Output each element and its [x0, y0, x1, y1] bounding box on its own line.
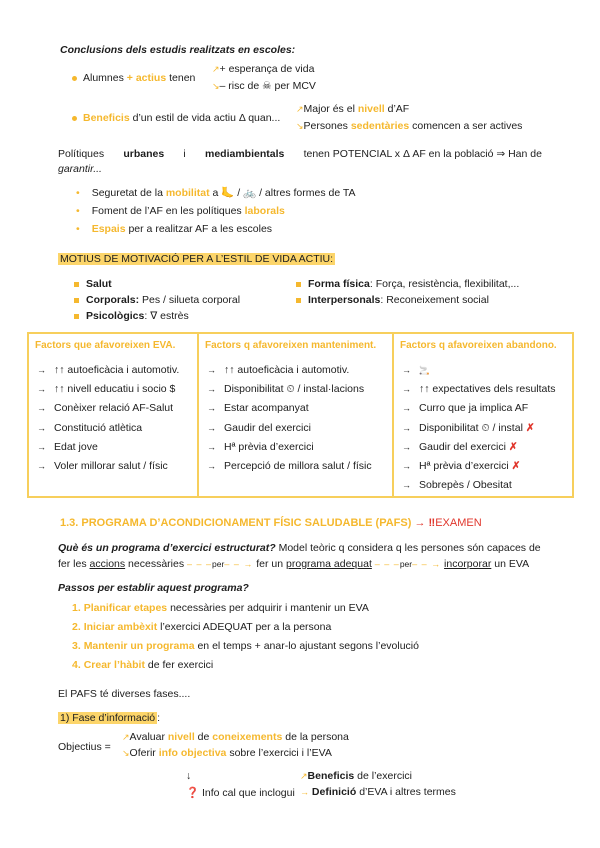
arrow-right-icon: →	[402, 480, 411, 491]
cross-icon: ✗	[525, 421, 535, 434]
bullet-icon	[74, 314, 79, 319]
conclusions-item-1-up: ↗+ esperança de vida	[212, 63, 315, 75]
objectius-up: ↗Avaluar nivell de coneixements de la persona	[122, 731, 349, 743]
bullet-icon	[72, 76, 77, 81]
motius-right-item: Interpersonals: Reconeixement social	[296, 294, 489, 306]
cross-icon: ✗	[508, 440, 518, 453]
info-include-1: ↗Beneficis de l’exercici	[300, 770, 413, 782]
arrow-right-icon: →	[207, 460, 216, 471]
factors-manteniment-title: Factors q afavoreixen manteniment.	[205, 340, 377, 351]
cross-icon: ✗	[511, 459, 521, 472]
conclusions-item-1-down: ↘– risc de ☠ per MCV	[212, 80, 316, 92]
bullet-icon	[296, 282, 301, 287]
arrow-down-right-icon: ↘	[122, 748, 130, 758]
arrow-right-icon: →	[402, 422, 411, 433]
conclusions-item-2-down: ↘Persones sedentàries comencen a ser actives	[296, 120, 523, 132]
list-item: → Sobrepès / Obesitat	[402, 479, 512, 492]
motius-left-item: Salut	[74, 278, 112, 290]
list-item: → Disponibilitat ⏲ / instal ✗	[402, 421, 535, 434]
arrow-right-icon: →	[207, 422, 216, 433]
list-item: → ↑↑ nivell educatiu i socio $	[37, 383, 176, 396]
arrow-right-icon: →	[402, 384, 411, 395]
list-item: → Estar acompanyat	[207, 402, 309, 415]
factors-eva-box	[27, 332, 199, 498]
conclusions-heading: Conclusions dels estudis realitzats en escoles:	[60, 44, 296, 56]
list-item: → Curro que ja implica AF	[402, 402, 529, 415]
politiques-item: • Seguretat de la mobilitat a 🦶 / 🚲 / altres formes de TA	[76, 187, 356, 199]
list-item: → Percepció de millora salut / físic	[207, 459, 372, 472]
politiques-line-2: garantir...	[58, 163, 102, 175]
dashed-arrow-icon: – – →	[224, 559, 254, 569]
politiques-item: • Espais per a realitzar AF a les escoles	[76, 223, 273, 235]
list-item: → Voler millorar salut / físic	[37, 459, 168, 472]
factors-abandono-box	[392, 332, 574, 498]
factors-abandono-list	[402, 364, 556, 498]
arrow-right-icon: →	[300, 787, 309, 797]
arrow-down-right-icon: ↘	[296, 121, 304, 131]
list-item: → Gaudir del exercici ✗	[402, 440, 518, 453]
objectius-label: Objectius =	[58, 741, 111, 753]
factors-abandono-title: Factors q afavoreixen abandono.	[400, 340, 557, 351]
bullet-icon	[74, 282, 79, 287]
list-item: → Edat jove	[37, 440, 98, 453]
pafs-heading: 1.3. PROGRAMA D’ACONDICIONAMENT FÍSIC SALUDABLE (PAFS) → ‼EXAMEN	[60, 517, 482, 529]
arrow-down-icon: ↓	[186, 770, 192, 782]
bullet-icon	[72, 116, 77, 121]
fase-1-heading: 1) Fase d’informació :	[60, 712, 161, 724]
pafs-step: 2. Iniciar ambèxit l’exercici ADEQUAT per a la persona	[72, 621, 332, 633]
list-item: → Disponibilitat ⏲ / instal·lacions	[207, 383, 365, 396]
list-item: → Gaudir del exercici	[207, 421, 311, 434]
list-item	[402, 364, 556, 383]
pafs-step: 1. Planificar etapes necessàries per adquirir i mantenir un EVA	[72, 602, 369, 614]
pafs-q1-line-2: fer les accions necessàries – – –per– – → fer un programa adequat – – –per– – → incorporar un EVA	[58, 558, 530, 570]
arrow-right-icon: →	[207, 384, 216, 395]
factors-eva-list	[37, 364, 179, 479]
pafs-step: 4. Crear l’hàbit de fer exercici	[72, 659, 214, 671]
conclusions-item-2: Beneficis d’un estil de vida actiu Δ quan...	[72, 112, 280, 124]
list-item: → ↑↑ autoeficàcia i automotiv.	[37, 364, 180, 376]
arrow-right-icon: →	[37, 441, 46, 452]
conclusions-item-2-up: ↗Major és el nivell d’AF	[296, 103, 410, 115]
dashed-arrow-icon: – – –	[374, 559, 400, 569]
factors-eva-title: Factors que afavoreixen EVA.	[35, 340, 176, 351]
arrow-right-icon: →	[402, 365, 411, 375]
arrow-right-icon: →	[37, 460, 46, 471]
pafs-step: 3. Mantenir un programa en el temps + anar-lo ajustant segons l’evolució	[72, 640, 419, 652]
bullet-icon: •	[76, 187, 80, 199]
arrow-right-icon: →	[402, 441, 411, 452]
arrow-down-right-icon: ↘	[212, 81, 220, 91]
arrow-right-icon: →	[402, 403, 411, 414]
arrow-right-icon: →	[207, 441, 216, 452]
arrow-right-icon: →	[414, 517, 426, 529]
info-line: ❓ Info cal que inclogui	[186, 787, 295, 799]
list-item: → Hª prèvia d’exercici ✗	[402, 459, 521, 472]
pafs-q2: Passos per establir aquest programa?	[58, 582, 249, 594]
list-item: → Hª prèvia d’exercici	[207, 440, 314, 453]
bullet-icon: •	[76, 223, 80, 235]
pafs-fases: El PAFS té diverses fases....	[58, 688, 191, 700]
motius-left-item: Psicològics: ∇ estrès	[74, 310, 189, 322]
arrow-right-icon: →	[37, 365, 46, 375]
motius-left-item: Corporals: Pes / silueta corporal	[74, 294, 240, 306]
arrow-right-icon: →	[207, 403, 216, 414]
dashed-arrow-icon: – – →	[412, 559, 442, 569]
arrow-right-icon: →	[37, 403, 46, 414]
bullet-icon	[74, 298, 79, 303]
smoking-icon: 🚬	[419, 365, 430, 375]
info-include-2: → Definició d’EVA i altres termes	[300, 786, 456, 798]
pafs-q1-line: Què és un programa d’exercici estructurat? Model teòric q considera q les persones són capaces de	[58, 542, 541, 554]
factors-manteniment-list	[207, 364, 372, 479]
conclusions-item-1: Alumnes + actius tenen	[72, 72, 195, 84]
arrow-right-icon: →	[207, 365, 216, 375]
list-item: → Constitució atlètica	[37, 421, 143, 434]
dashed-arrow-icon: – – –	[187, 559, 213, 569]
motius-right-item: Forma física: Força, resistència, flexibilitat,...	[296, 278, 519, 290]
arrow-up-right-icon: ↗	[296, 104, 304, 114]
motius-heading: MOTIUS DE MOTIVACIÓ PER A L’ESTIL DE VIDA ACTIU:	[60, 253, 334, 265]
arrow-right-icon: →	[37, 422, 46, 433]
politiques-item: • Foment de l’AF en les polítiques laborals	[76, 205, 285, 217]
list-item: → ↑↑ expectatives dels resultats	[402, 383, 556, 396]
arrow-up-right-icon: ↗	[212, 64, 220, 74]
bullet-icon: •	[76, 205, 80, 217]
arrow-right-icon: →	[402, 460, 411, 471]
list-item: → ↑↑ autoeficàcia i automotiv.	[207, 364, 350, 376]
politiques-line: Polítiques urbanes i mediambientals tenen POTENCIAL x Δ AF en la població ⇒ Han de	[58, 148, 542, 160]
arrow-right-icon: →	[37, 384, 46, 395]
objectius-down: ↘Oferir info objectiva sobre l’exercici i l’EVA	[122, 747, 332, 759]
factors-manteniment-box	[197, 332, 394, 498]
list-item: → Conèixer relació AF-Salut	[37, 402, 174, 415]
exclamation-icon: ‼	[428, 517, 436, 529]
arrow-up-right-icon: ↗	[300, 771, 308, 781]
bullet-icon	[296, 298, 301, 303]
arrow-up-right-icon: ↗	[122, 732, 130, 742]
